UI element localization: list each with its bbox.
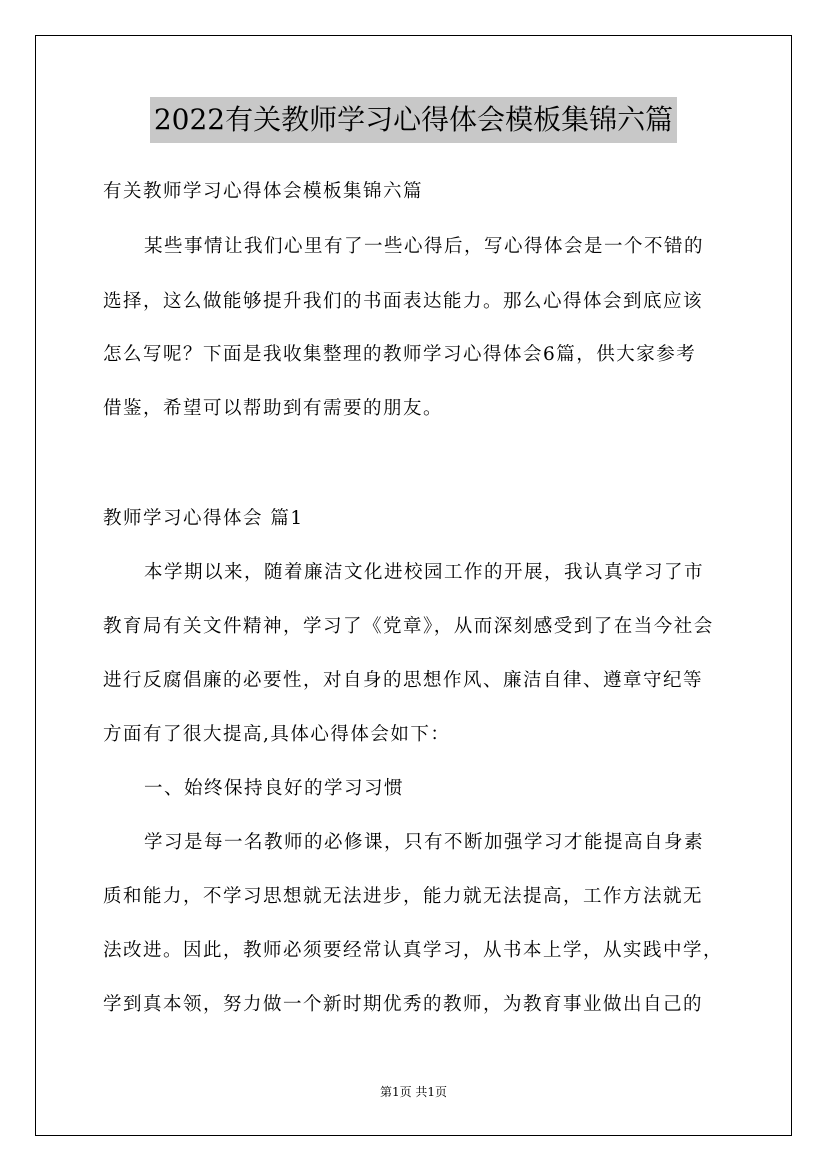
- paragraph-line: 学习是每一名教师的必修课，只有不断加强学习才能提高自身素: [144, 832, 705, 853]
- paragraph-line: 学到真本领，努力做一个新时期优秀的教师，为教育事业做出自己的: [103, 994, 704, 1015]
- paragraph-line: 借鉴，希望可以帮助到有需要的朋友。: [103, 398, 444, 419]
- paragraph-line: 本学期以来，随着廉洁文化进校园工作的开展，我认真学习了市: [144, 562, 705, 583]
- paragraph-line: 质和能力，不学习思想就无法进步，能力就无法提高，工作方法就无: [103, 886, 704, 907]
- paragraph-line: 法改进。因此，教师必须要经常认真学习，从书本上学，从实践中学，: [103, 940, 724, 961]
- document-title: 2022有关教师学习心得体会模板集锦六篇: [150, 97, 677, 143]
- paragraph-line: 方面有了很大提高,具体心得体会如下：: [103, 724, 451, 745]
- paragraph-line: 某些事情让我们心里有了一些心得后，写心得体会是一个不错的: [144, 236, 705, 257]
- document-title-wrapper: [0, 97, 827, 145]
- section-heading: 教师学习心得体会 篇1: [103, 508, 304, 529]
- page-footer: 第1页 共1页: [379, 1085, 448, 1099]
- paragraph-line: 怎么写呢？下面是我收集整理的教师学习心得体会6篇，供大家参考: [103, 344, 697, 365]
- paragraph-line: 选择，这么做能够提升我们的书面表达能力。那么心得体会到底应该: [103, 291, 704, 312]
- paragraph-line: 教育局有关文件精神，学习了《党章》，从而深刻感受到了在当今社会: [103, 616, 714, 637]
- subsection-heading: 一、始终保持良好的学习习惯: [144, 778, 405, 799]
- subtitle-line: 有关教师学习心得体会模板集锦六篇: [103, 181, 424, 202]
- paragraph-line: 进行反腐倡廉的必要性，对自身的思想作风、廉洁自律、遵章守纪等: [103, 670, 704, 691]
